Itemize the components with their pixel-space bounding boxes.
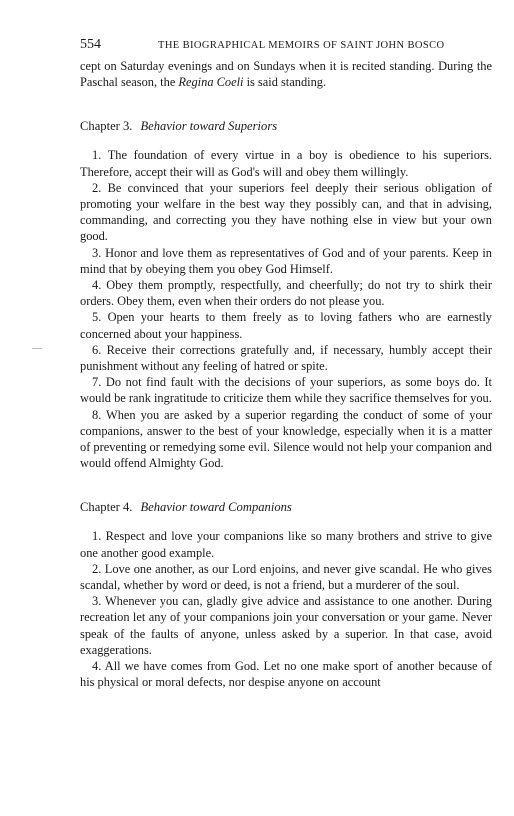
chapter-3-label: Chapter 3. xyxy=(80,119,133,134)
chapter-3-item-4: 4. Obey them promptly, respectfully, and cheerfully; do not try to shirk their orders. Obey them, even when their orders do not please you. xyxy=(80,278,492,309)
intro-text-after: is said standing. xyxy=(243,75,327,90)
chapter-3-item-6: 6. Receive their corrections gratefully and, if necessary, humbly accept their punishment without any feeling of hatred or spite. xyxy=(80,342,492,374)
chapter-3-item-1: 1. The foundation of every virtue in a boy is obedience to his superiors. Therefore, accept their will as God's will and obey them willingly. xyxy=(80,148,492,179)
chapter-3-items xyxy=(80,147,492,471)
chapter-3-item-3: 3. Honor and love them as representatives of God and of your parents. Keep in mind that by obeying them you obey God Himself. xyxy=(80,245,492,276)
chapter-3-title: Behavior toward Superiors xyxy=(140,119,278,134)
chapter-3-heading xyxy=(80,118,492,134)
chapter-4-label: Chapter 4. xyxy=(80,500,133,515)
running-title: THE BIOGRAPHICAL MEMOIRS OF SAINT JOHN BOSCO xyxy=(158,40,445,51)
chapter-4-item-1: 1. Respect and love your companions like so many brothers and strive to give one another good example. xyxy=(80,529,492,560)
intro-paragraph xyxy=(80,58,492,90)
running-head xyxy=(80,36,492,58)
chapter-3-item-2: 2. Be convinced that your superiors feel deeply their serious obligation of promoting your welfare in the best way they possibly can, and that in advising, commanding, and correcting you they have nothing else in view but your own good. xyxy=(80,180,492,244)
chapter-4-item-2: 2. Love one another, as our Lord enjoins, and never give scandal. He who gives scandal, whether by word or deed, is not a friend, but a murderer of the soul. xyxy=(80,561,492,593)
chapter-3-item-7: 7. Do not find fault with the decisions of your superiors, as some boys do. It would be rank ingratitude to criticize them while they sacrifice themselves for you. xyxy=(80,375,492,406)
page-number: 554 xyxy=(80,37,101,52)
chapter-3-item-8: 8. When you are asked by a superior regarding the conduct of some of your companions, answer to the best of your knowledge, especially when it is a matter of preventing or remedying some evil. Silence would not help your companion and would offend Almighty God. xyxy=(80,407,492,471)
chapter-4-title: Behavior toward Companions xyxy=(140,500,292,515)
margin-mark xyxy=(32,348,42,349)
chapter-4-item-3: 3. Whenever you can, gladly give advice and assistance to one another. During recreation let any of your companions join your conversation or your game. Never speak of the faults of anyone, unless asked by a superior. In that case, avoid exaggerations. xyxy=(80,594,492,657)
intro-emphasis: Regina Coeli xyxy=(178,75,244,90)
book-page xyxy=(80,36,492,691)
chapter-3-item-5: 5. Open your hearts to them freely as to loving fathers who are earnestly concerned about your happiness. xyxy=(80,310,492,341)
chapter-4-item-4: 4. All we have comes from God. Let no one make sport of another because of his physical or moral defects, nor despise anyone on account xyxy=(80,659,492,690)
chapter-4-heading xyxy=(80,499,492,515)
chapter-4-items xyxy=(80,528,492,690)
intro-text-before: cept on Saturday evenings and on Sundays when it is recited standing. During the Paschal season, the xyxy=(80,59,492,90)
